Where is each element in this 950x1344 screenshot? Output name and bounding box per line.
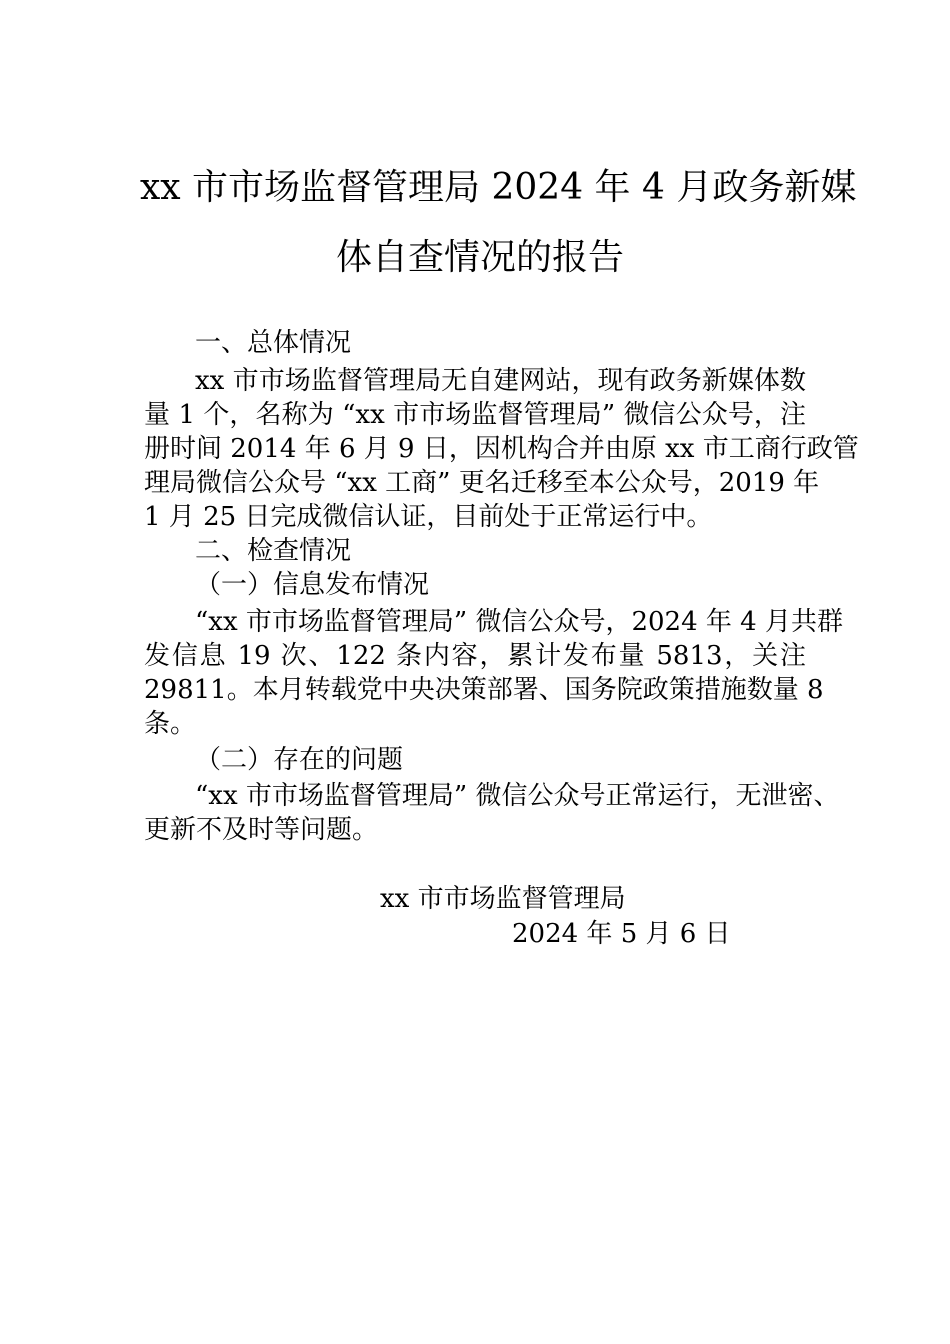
signature-date: 2024 年 5 月 6 日	[512, 919, 731, 949]
subsection-1-heading: （一）信息发布情况	[195, 570, 430, 600]
paragraph-line: 29811。本月转载党中央决策部署、国务院政策措施数量 8	[144, 675, 824, 705]
section-2-heading: 二、检查情况	[195, 536, 352, 566]
paragraph-line: 册时间 2014 年 6 月 9 日，因机构合并由原 xx 市工商行政管	[144, 434, 859, 464]
paragraph-line: 发信息 19 次、122 条内容，累计发布量 5813，关注	[144, 641, 806, 671]
paragraph-line: xx 市市场监督管理局无自建网站，现有政务新媒体数	[195, 366, 806, 396]
paragraph-line: 条。	[144, 709, 197, 739]
paragraph-line: 1 月 25 日完成微信认证，目前处于正常运行中。	[144, 502, 713, 532]
signature-organization: xx 市市场监督管理局	[380, 884, 626, 914]
section-1-heading: 一、总体情况	[195, 328, 352, 358]
paragraph-line: 量 1 个，名称为 “xx 市市场监督管理局” 微信公众号，注	[144, 400, 806, 430]
paragraph-line: “xx 市市场监督管理局” 微信公众号，2024 年 4 月共群	[195, 607, 843, 637]
subsection-2-heading: （二）存在的问题	[195, 745, 404, 775]
paragraph-line: 理局微信公众号 “xx 工商” 更名迁移至本公众号，2019 年	[144, 468, 820, 498]
report-title-line-1: xx 市市场监督管理局 2024 年 4 月政务新媒	[140, 167, 857, 208]
paragraph-line: 更新不及时等问题。	[144, 815, 379, 845]
report-title-line-2: 体自查情况的报告	[335, 237, 624, 278]
paragraph-line: “xx 市市场监督管理局” 微信公众号正常运行，无泄密、	[195, 781, 840, 811]
